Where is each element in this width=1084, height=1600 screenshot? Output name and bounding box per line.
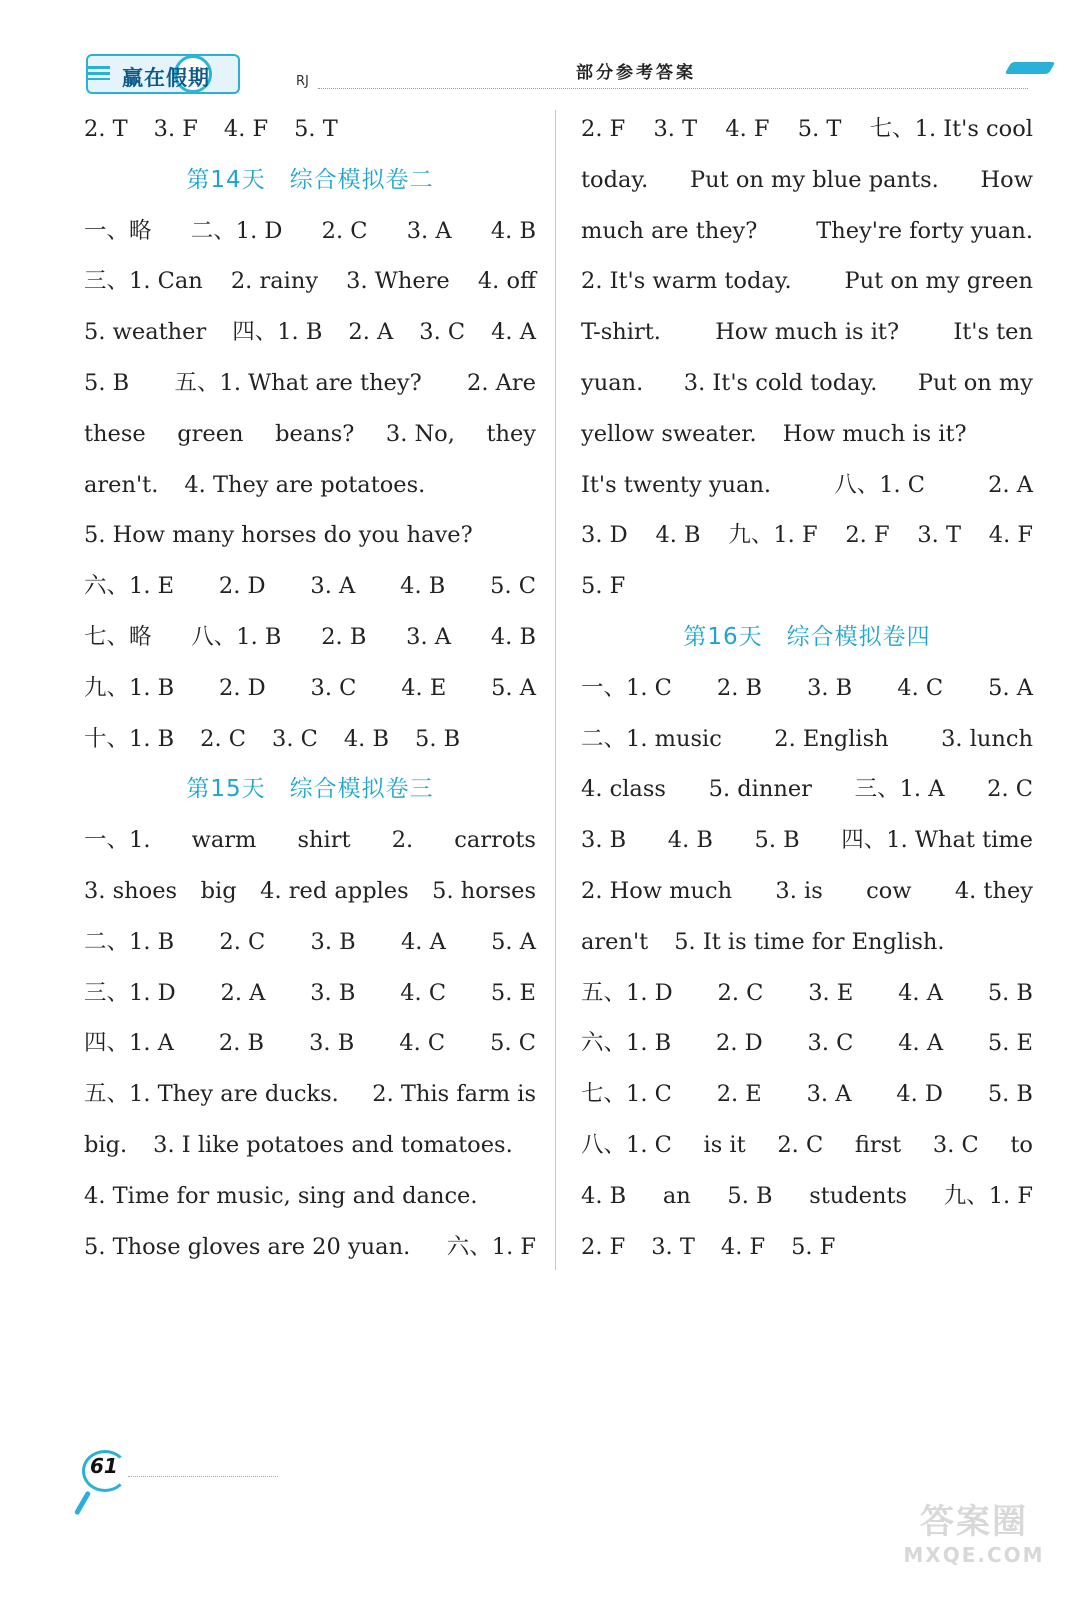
answer-item: aren't. bbox=[84, 471, 159, 498]
answer-item: 4. C bbox=[399, 1030, 446, 1057]
answer-line bbox=[581, 206, 1033, 257]
answer-item: 3. lunch bbox=[941, 725, 1033, 752]
answer-item: students bbox=[809, 1182, 908, 1209]
answer-line bbox=[581, 510, 1033, 561]
answer-item: 2. D bbox=[219, 674, 266, 701]
answer-item: 2. E bbox=[716, 1081, 762, 1108]
answer-line bbox=[581, 764, 1033, 815]
answer-item: 3. B bbox=[310, 979, 356, 1006]
answer-item: 5. How many horses do you have? bbox=[84, 522, 473, 549]
answer-item: 一、1. bbox=[84, 827, 151, 854]
edition-label: RJ bbox=[296, 74, 309, 89]
answer-line bbox=[581, 561, 1033, 612]
answer-item: 3. T bbox=[651, 1233, 695, 1260]
answer-item: 十、1. B bbox=[84, 725, 175, 752]
answer-item: 5. weather bbox=[84, 319, 207, 346]
answer-item: 4. off bbox=[477, 268, 536, 295]
answer-line bbox=[84, 663, 536, 714]
answer-item: 5. B bbox=[84, 369, 130, 396]
answer-item: 5. C bbox=[490, 1030, 536, 1057]
answer-item: 3. C bbox=[932, 1131, 979, 1158]
answer-line bbox=[84, 1018, 536, 1069]
footer-dotted-rule bbox=[128, 1476, 278, 1477]
answer-item: carrots bbox=[454, 827, 536, 854]
answer-item: 二、1. D bbox=[190, 217, 283, 244]
answer-line bbox=[581, 1171, 1033, 1222]
section-title: 第15天 综合模拟卷三 bbox=[186, 776, 434, 803]
answer-item: 九、1. B bbox=[84, 674, 175, 701]
header-swoosh-decoration bbox=[1005, 62, 1056, 74]
answer-item: first bbox=[854, 1131, 902, 1158]
answer-line bbox=[84, 460, 536, 511]
answer-item: 2. F bbox=[845, 522, 890, 549]
answer-item: 四、1. B bbox=[232, 319, 323, 346]
answer-item: 4. B bbox=[400, 573, 446, 600]
answer-item: 2. A bbox=[988, 471, 1033, 498]
answer-item: 4. class bbox=[581, 776, 666, 803]
answer-item: Put on my bbox=[917, 369, 1033, 396]
answer-item: How much is it? bbox=[715, 319, 900, 346]
answer-line bbox=[581, 256, 1033, 307]
answer-item: 4. B bbox=[490, 623, 536, 650]
answer-item: big bbox=[200, 877, 237, 904]
answer-line bbox=[581, 1222, 1033, 1273]
answer-item: big. bbox=[84, 1131, 128, 1158]
answer-item: 2. This farm is bbox=[372, 1081, 536, 1108]
answer-line bbox=[84, 968, 536, 1019]
answer-item: 3. C bbox=[272, 725, 318, 752]
answer-line bbox=[84, 409, 536, 460]
answer-item: 3. A bbox=[310, 573, 356, 600]
answer-item: 5. horses bbox=[432, 877, 536, 904]
answer-item: 四、1. A bbox=[84, 1030, 174, 1057]
answer-item: 5. F bbox=[581, 573, 626, 600]
answer-item: 2. F bbox=[581, 1233, 626, 1260]
answer-item: 5. B bbox=[987, 1081, 1033, 1108]
answer-item: 2. bbox=[391, 827, 414, 854]
answer-item: 八、1. C bbox=[581, 1131, 672, 1158]
answer-item: aren't bbox=[581, 928, 649, 955]
answer-item: 3. B bbox=[309, 1030, 355, 1057]
answer-item: shirt bbox=[297, 827, 351, 854]
answer-item: 二、1. B bbox=[84, 928, 175, 955]
answer-item: 2. D bbox=[716, 1030, 763, 1057]
page-title: 部分参考答案 bbox=[576, 63, 696, 83]
answer-item: 五、1. They are ducks. bbox=[84, 1081, 339, 1108]
answer-item: Put on my green bbox=[844, 268, 1033, 295]
answer-item: 4. A bbox=[491, 319, 536, 346]
answer-item: 4. red apples bbox=[260, 877, 409, 904]
answer-line bbox=[84, 917, 536, 968]
answer-item: 4. They are potatoes. bbox=[184, 471, 426, 498]
answer-item: 5. B bbox=[415, 725, 461, 752]
answer-item: 一、略 bbox=[84, 217, 152, 244]
answer-item: 七、1. C bbox=[581, 1081, 672, 1108]
answer-item: 3. B bbox=[310, 928, 356, 955]
answer-item: 3. T bbox=[917, 522, 961, 549]
column-divider bbox=[555, 110, 556, 1270]
answer-item: 2. How much bbox=[581, 877, 733, 904]
answer-item: green bbox=[177, 420, 244, 447]
answer-item: 4. D bbox=[896, 1081, 943, 1108]
answer-item: 六、1. E bbox=[84, 573, 175, 600]
answer-item: 4. C bbox=[897, 674, 944, 701]
answer-line bbox=[84, 561, 536, 612]
answer-item: 5. dinner bbox=[708, 776, 812, 803]
answers-right-column bbox=[581, 104, 1033, 1272]
answer-item: 2. A bbox=[220, 979, 266, 1006]
answer-item: 5. T bbox=[797, 116, 842, 142]
answer-item: 4. F bbox=[725, 116, 770, 142]
answer-item: today. bbox=[581, 166, 649, 193]
answer-item: 2. C bbox=[219, 928, 266, 955]
answer-item: 3. C bbox=[310, 674, 357, 701]
page-number: 61 bbox=[90, 1454, 118, 1478]
answer-item: 九、1. F bbox=[943, 1182, 1033, 1209]
answer-line bbox=[84, 307, 536, 358]
answer-item: 2. It's warm today. bbox=[581, 268, 792, 295]
answer-line bbox=[581, 155, 1033, 206]
answer-item: beans? bbox=[275, 420, 355, 447]
answer-item: 2. C bbox=[777, 1131, 824, 1158]
answer-item: 2. rainy bbox=[230, 268, 319, 295]
answer-item: 5. B bbox=[987, 979, 1033, 1006]
answer-item: 九、1. F bbox=[728, 522, 818, 549]
answer-item: 2. C bbox=[987, 776, 1033, 803]
answer-item: 五、1. What are they? bbox=[174, 369, 422, 396]
watermark-url: MXQE.COM bbox=[903, 1543, 1045, 1567]
answer-item: 4. A bbox=[898, 1030, 944, 1057]
answer-item: yuan. bbox=[581, 369, 644, 396]
answer-item: 3. B bbox=[581, 827, 627, 854]
answer-line bbox=[84, 1171, 536, 1222]
answer-item: 4. A bbox=[898, 979, 943, 1006]
answer-item: 4. E bbox=[401, 674, 447, 701]
answer-item: 3. shoes bbox=[84, 877, 178, 904]
answer-item: How much is it? bbox=[782, 420, 967, 447]
answer-item: 三、1. Can bbox=[84, 268, 203, 295]
answer-item: 5. A bbox=[491, 674, 536, 701]
answer-line bbox=[84, 206, 536, 257]
answer-item: 5. It is time for English. bbox=[674, 928, 945, 955]
answer-line bbox=[581, 104, 1033, 155]
answer-item: 4. B bbox=[667, 827, 713, 854]
answer-item: T-shirt. bbox=[581, 319, 661, 346]
answer-line bbox=[84, 1222, 536, 1273]
answer-item: 4. B bbox=[581, 1182, 627, 1209]
answer-item: 六、1. B bbox=[581, 1030, 672, 1057]
answer-item: they bbox=[486, 420, 536, 447]
answer-line bbox=[581, 866, 1033, 917]
answer-item: 4. B bbox=[490, 217, 536, 244]
answer-item: 5. B bbox=[754, 827, 800, 854]
answer-line bbox=[84, 510, 536, 561]
answer-item: 2. T bbox=[84, 116, 128, 142]
answer-line bbox=[84, 815, 536, 866]
watermark-logo-text: 答案圈 bbox=[920, 1502, 1028, 1542]
brand-logo bbox=[86, 54, 240, 94]
page-header bbox=[78, 52, 1058, 98]
answer-item: an bbox=[662, 1182, 691, 1209]
answer-item: 5. F bbox=[791, 1233, 836, 1260]
magnifier-handle-decoration bbox=[74, 1490, 91, 1515]
answer-item: 4. B bbox=[343, 725, 389, 752]
answer-line bbox=[84, 714, 536, 765]
answer-item: 3. I like potatoes and tomatoes. bbox=[153, 1131, 513, 1158]
answer-item: 5. A bbox=[988, 674, 1033, 701]
answer-line bbox=[581, 1018, 1033, 1069]
answer-item: 2. B bbox=[218, 1030, 265, 1057]
answer-line bbox=[84, 866, 536, 917]
logo-text: 赢在假期 bbox=[122, 66, 210, 90]
answer-item: 2. C bbox=[321, 217, 368, 244]
answer-item: 三、1. D bbox=[84, 979, 176, 1006]
answer-item: 2. D bbox=[218, 573, 266, 600]
answer-item: 2. F bbox=[581, 116, 626, 142]
answers-left-column bbox=[84, 104, 536, 1272]
answer-item: Put on my blue pants. bbox=[690, 166, 939, 193]
answer-item: 3. A bbox=[406, 217, 452, 244]
answer-item: 5. E bbox=[490, 979, 536, 1006]
answer-item: yellow sweater. bbox=[581, 420, 757, 447]
answer-line bbox=[581, 917, 1033, 968]
answer-item: 5. A bbox=[491, 928, 536, 955]
answer-item: 4. F bbox=[720, 1233, 766, 1260]
answer-item: much are they? bbox=[581, 217, 758, 244]
answer-item: 2. B bbox=[321, 623, 367, 650]
answer-item: 3. C bbox=[807, 1030, 854, 1057]
answer-item: 3. F bbox=[153, 116, 198, 142]
answer-item: these bbox=[84, 420, 146, 447]
answer-item: 2. Are bbox=[467, 369, 536, 396]
answer-line bbox=[581, 663, 1033, 714]
answer-item: warm bbox=[191, 827, 257, 854]
answer-item: 三、1. A bbox=[854, 776, 945, 803]
answer-line bbox=[581, 409, 1033, 460]
answer-item: 3. A bbox=[406, 623, 452, 650]
answer-item: 4. B bbox=[655, 522, 701, 549]
answer-line bbox=[84, 612, 536, 663]
answer-line bbox=[84, 358, 536, 409]
answer-item: 3. No, bbox=[385, 420, 455, 447]
answer-item: 3. It's cold today. bbox=[683, 369, 878, 396]
answer-item: cow bbox=[866, 877, 912, 904]
answer-line bbox=[581, 1069, 1033, 1120]
answer-line bbox=[84, 104, 536, 155]
answer-item: 5. B bbox=[727, 1182, 773, 1209]
answer-item: 3. T bbox=[653, 116, 698, 142]
answer-item: They're forty yuan. bbox=[816, 217, 1033, 244]
answer-item: 5. E bbox=[987, 1030, 1033, 1057]
answer-item: 2. B bbox=[716, 674, 763, 701]
answer-item: 七、略 bbox=[84, 623, 152, 650]
answer-line bbox=[581, 358, 1033, 409]
watermark bbox=[894, 1494, 1054, 1574]
answer-line bbox=[581, 1120, 1033, 1171]
answer-item: It's twenty yuan. bbox=[581, 471, 772, 498]
answer-line bbox=[84, 256, 536, 307]
answer-item: 2. C bbox=[200, 725, 246, 752]
answer-line bbox=[84, 1069, 536, 1120]
answer-line bbox=[581, 307, 1033, 358]
answer-item: It's ten bbox=[953, 319, 1033, 346]
header-dotted-rule bbox=[318, 88, 1028, 89]
answer-item: 八、1. B bbox=[191, 623, 282, 650]
answer-item: to bbox=[1010, 1131, 1033, 1158]
section-title: 第16天 综合模拟卷四 bbox=[683, 623, 931, 650]
section-title: 第14天 综合模拟卷二 bbox=[186, 166, 434, 193]
answer-item: 4. they bbox=[954, 877, 1033, 904]
logo-stripes-decoration bbox=[88, 66, 110, 80]
answer-item: 5. Those gloves are 20 yuan. bbox=[84, 1233, 411, 1260]
answer-item: 八、1. C bbox=[834, 471, 926, 498]
answer-item: 3. D bbox=[581, 522, 628, 549]
answer-item: 3. E bbox=[808, 979, 854, 1006]
answer-item: 3. is bbox=[775, 877, 823, 904]
answer-item: is it bbox=[703, 1131, 746, 1158]
answer-item: 3. A bbox=[806, 1081, 852, 1108]
answer-line bbox=[84, 1120, 536, 1171]
answer-item: 4. A bbox=[400, 928, 446, 955]
answer-line bbox=[581, 968, 1033, 1019]
answer-item: 二、1. music bbox=[581, 725, 722, 752]
answer-item: 5. T bbox=[294, 116, 338, 142]
answer-item: 3. Where bbox=[346, 268, 450, 295]
answer-item: 一、1. C bbox=[581, 674, 672, 701]
page-footer bbox=[78, 1452, 278, 1522]
answer-item: 3. C bbox=[419, 319, 466, 346]
answer-item: 七、1. It's cool bbox=[869, 116, 1033, 142]
answer-item: 2. A bbox=[348, 319, 394, 346]
answer-item: 4. Time for music, sing and dance. bbox=[84, 1182, 478, 1209]
answer-item: 5. C bbox=[490, 573, 536, 600]
answer-item: 3. B bbox=[807, 674, 853, 701]
answer-item: 四、1. What time bbox=[841, 827, 1033, 854]
answer-line bbox=[581, 714, 1033, 765]
answer-item: 4. F bbox=[988, 522, 1033, 549]
answer-item: 六、1. F bbox=[446, 1233, 536, 1260]
answer-line bbox=[581, 460, 1033, 511]
answer-item: 2. English bbox=[774, 725, 889, 752]
answer-item: 2. C bbox=[717, 979, 764, 1006]
answer-item: 五、1. D bbox=[581, 979, 673, 1006]
answer-item: How bbox=[980, 166, 1033, 193]
answer-item: 4. F bbox=[223, 116, 269, 142]
answer-item: 4. C bbox=[400, 979, 447, 1006]
answer-line bbox=[581, 815, 1033, 866]
